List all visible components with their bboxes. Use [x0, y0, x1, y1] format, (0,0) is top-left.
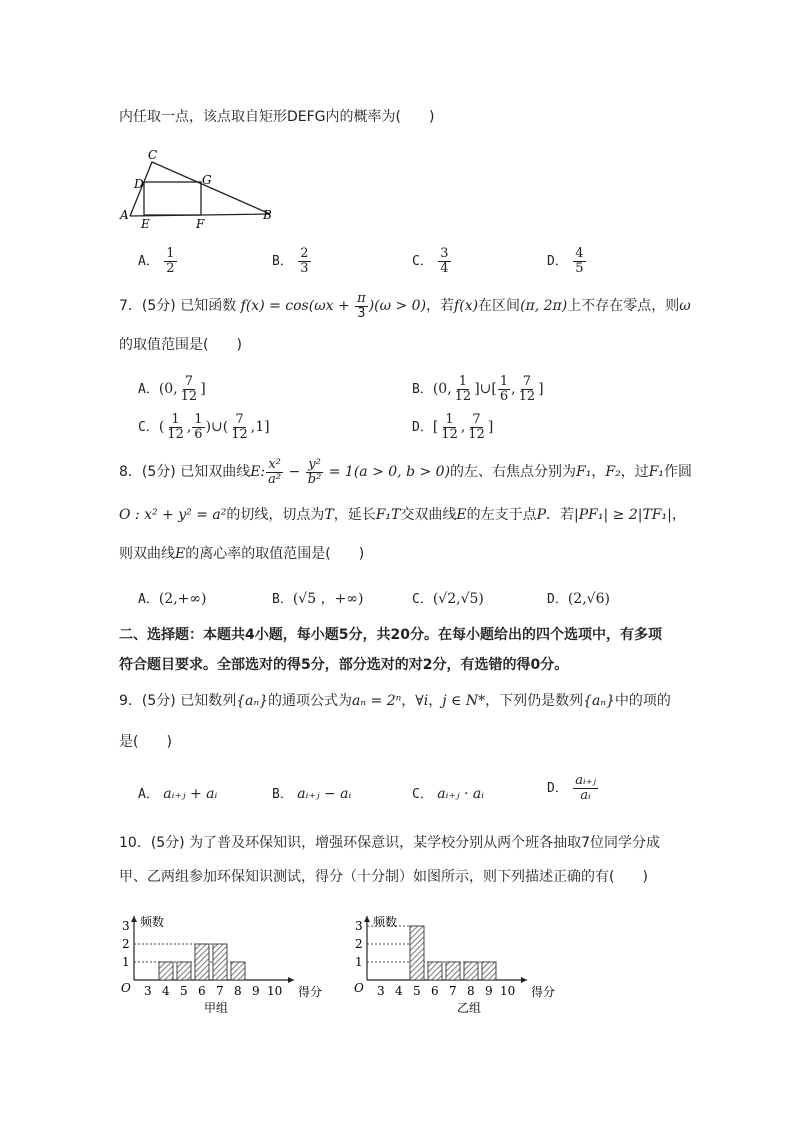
bar-8 [231, 962, 245, 980]
q6-triangle-figure [118, 146, 283, 231]
x-tick-label: 6 [198, 984, 206, 998]
x-tick-label: 10 [500, 984, 516, 998]
y-tick-label: 3 [122, 919, 130, 933]
bar-8 [464, 962, 478, 980]
x-tick-label: 5 [180, 984, 188, 998]
bar-7 [213, 944, 227, 980]
q9-option-d[interactable]: D． $\frac{\text{aᵢ₊ⱼ}}{\text{aᵢ}}$ [547, 773, 596, 803]
label-A: A [120, 208, 129, 222]
q9-stem-line2: 是( ) [119, 734, 172, 750]
chart-title: 乙组 [457, 1001, 482, 1015]
q8-option-a[interactable]: A．(2,+∞) [138, 591, 207, 607]
y-axis-arrow [364, 916, 370, 922]
x-tick-label: 5 [413, 984, 421, 998]
bar-5 [410, 926, 424, 980]
q7-stem-line1: 7．(5分) 已知函数 f(x) = cos(ωx + $\frac{\pi}{3}$ )(ω > 0)，若f(x)在区间(π, 2π)上不存在零点，则ω [119, 291, 691, 321]
label-F: F [196, 217, 205, 231]
label-G: G [202, 173, 212, 187]
label-C: C [148, 148, 158, 162]
y-tick-label: 3 [355, 919, 363, 933]
bar-9 [482, 962, 496, 980]
q7-option-d[interactable]: D．[ $\frac{1}{12}$ , $\frac{7}{12}$ ] [412, 412, 494, 442]
chart-yi-group [345, 902, 565, 1017]
x-tick-label: 9 [485, 984, 493, 998]
bar-5 [177, 962, 191, 980]
x-tick-label: 10 [267, 984, 283, 998]
q8-option-c[interactable]: C．(√2,√5) [412, 591, 484, 607]
q8-stem-line3: 则双曲线E的离心率的取值范围是( ) [119, 546, 365, 562]
y-axis-label: 频数 [373, 915, 398, 929]
bar-6 [195, 944, 209, 980]
y-tick-label: 2 [122, 937, 130, 951]
q6-option-d[interactable]: D． $\frac{4}{5}$ [547, 246, 584, 276]
q7-option-b[interactable]: B．(0, $\frac{1}{12}$ ]∪[ $\frac{1}{6}$ , $\frac{7}{12}$ ] [412, 374, 544, 404]
bar-6 [428, 962, 442, 980]
x-tick-label: 6 [431, 984, 439, 998]
y-axis-arrow [131, 916, 137, 922]
q6-stem: 内任取一点，该点取自矩形DEFG内的概率为( ) [119, 109, 435, 125]
chart-jia-group [112, 902, 332, 1017]
bar-7 [446, 962, 460, 980]
section2-heading-line1: 二、选择题：本题共4小题，每小题5分，共20分。在每小题给出的四个选项中，有多项 [119, 627, 662, 643]
q7-option-a[interactable]: A．(0, $\frac{7}{12}$ ] [138, 374, 206, 404]
bar-4 [159, 962, 173, 980]
q8-option-d[interactable]: D．(2,√6) [547, 591, 610, 607]
q9-option-b[interactable]: B． aᵢ₊ⱼ − aᵢ [272, 786, 352, 802]
y-tick-label: 1 [355, 955, 363, 969]
label-D: D [134, 177, 144, 191]
chart-title: 甲组 [204, 1001, 229, 1015]
y-axis-label: 频数 [140, 915, 165, 929]
q8-stem-line2: O : x² + y² = a²的切线，切点为T，延长F₁T交双曲线E的左支于点P．若|PF₁| ≥ 2|TF₁|， [119, 507, 686, 523]
q7-option-c[interactable]: C．( $\frac{1}{12}$ , $\frac{1}{6}$ )∪( $\frac{7}{12}$ ,1] [138, 412, 270, 442]
x-axis-label: 得分 [531, 985, 556, 999]
x-tick-label: 3 [377, 984, 385, 998]
q9-option-a[interactable]: A． aᵢ₊ⱼ + aᵢ [138, 786, 218, 802]
x-axis-arrow [521, 977, 527, 983]
x-axis-label: 得分 [298, 985, 323, 999]
label-B: B [263, 208, 272, 222]
q7-stem-line2: 的取值范围是( ) [119, 337, 242, 353]
x-tick-label: 3 [144, 984, 152, 998]
section2-heading-line2: 符合题目要求。全部选对的得5分，部分选对的对2分，有选错的得0分。 [119, 657, 569, 673]
q6-option-b[interactable]: B． $\frac{2}{3}$ [272, 246, 309, 276]
q9-stem-line1: 9．(5分) 已知数列{aₙ}的通项公式为aₙ = 2ⁿ，∀i，j ∈ N*，下列仍是数列{aₙ}中的项的 [119, 693, 671, 709]
q10-stem-line2: 甲、乙两组参加环保知识测试，得分（十分制）如图所示，则下列描述正确的有( ) [119, 869, 648, 885]
origin-label: O [354, 981, 364, 995]
origin-label: O [121, 981, 131, 995]
x-tick-label: 4 [395, 984, 403, 998]
x-tick-label: 8 [234, 984, 242, 998]
q6-option-a[interactable]: A． $\frac{1}{2}$ [138, 246, 175, 276]
x-tick-label: 7 [216, 984, 224, 998]
label-E: E [141, 217, 150, 231]
x-tick-label: 9 [252, 984, 260, 998]
q6-option-c[interactable]: C． $\frac{3}{4}$ [412, 246, 449, 276]
y-tick-label: 1 [122, 955, 130, 969]
x-tick-label: 7 [449, 984, 457, 998]
q8-option-b[interactable]: B．(√5 ，+∞) [272, 591, 364, 607]
q9-option-c[interactable]: C． aᵢ₊ⱼ · aᵢ [412, 786, 485, 802]
q8-stem-line1: 8．(5分) 已知双曲线E: $\frac{\text{x²}}{\text{a²}}$ − $\frac{\text{y²}}{\text{b²}}$ = 1(a > 0, b > 0)的左、右焦点分别为F₁，F₂，过F₁作圆 [119, 457, 693, 487]
y-tick-label: 2 [355, 937, 363, 951]
x-tick-label: 8 [467, 984, 475, 998]
x-tick-label: 4 [162, 984, 170, 998]
x-axis-arrow [288, 977, 294, 983]
q10-stem-line1: 10．(5分) 为了普及环保知识，增强环保意识，某学校分别从两个班各抽取7位同学分成 [119, 835, 661, 851]
